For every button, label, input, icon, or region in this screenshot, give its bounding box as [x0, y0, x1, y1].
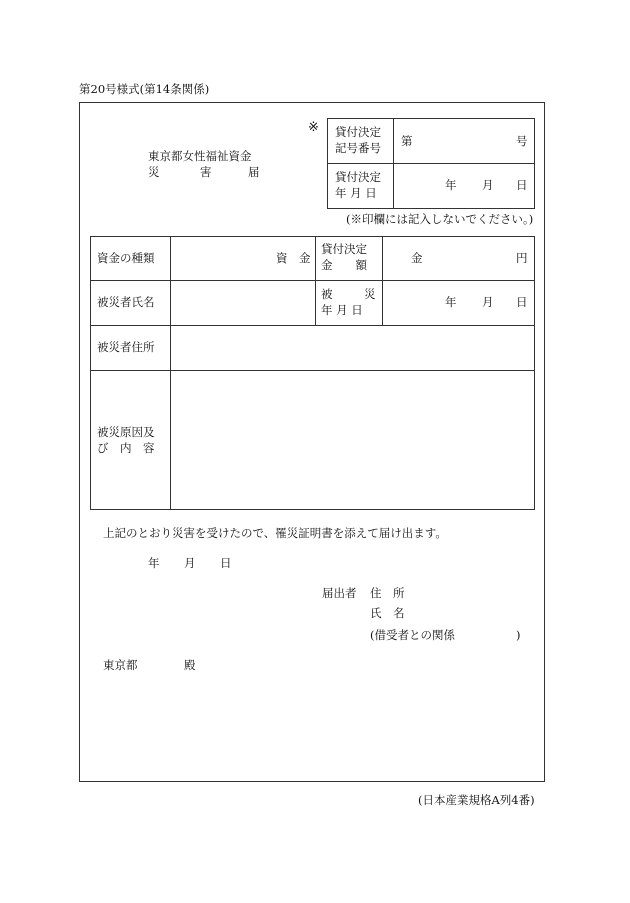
- loan-date-month: 月: [482, 178, 494, 192]
- office-box-col-divider: [393, 118, 394, 209]
- applicant-relation-label: (借受者との関係: [370, 628, 455, 642]
- victim-address-label: 被災者住所: [97, 340, 155, 354]
- disaster-month: 月: [482, 295, 494, 309]
- loan-date-day: 日: [516, 178, 528, 192]
- addressee-tokyo: 東京都: [103, 658, 138, 672]
- mid-col-divider-1: [315, 236, 316, 325]
- loan-date-label: 貸付決定: [335, 170, 381, 184]
- applicant-label: 届出者: [322, 586, 357, 600]
- row-divider-3: [90, 370, 535, 371]
- number-suffix: 号: [516, 134, 528, 148]
- loan-amount-label2: 金 額: [321, 258, 367, 272]
- fund-suffix: 資 金: [276, 251, 311, 265]
- title-line1: 東京都女性福祉資金: [148, 149, 252, 163]
- submit-day: 日: [220, 556, 232, 570]
- office-use-mark: ※: [308, 120, 319, 135]
- applicant-name-label: 氏 名: [370, 606, 405, 620]
- loan-amount-label1: 貸付決定: [321, 242, 367, 256]
- addressee-dono: 殿: [184, 658, 196, 672]
- form-number: 第20号様式(第14条関係): [79, 82, 210, 96]
- title-char-2: 害: [200, 165, 212, 179]
- row-divider-2: [90, 325, 535, 326]
- applicant-address-label: 住 所: [370, 586, 405, 600]
- amount-prefix: 金: [411, 251, 423, 265]
- cause-label2: び 内 容: [97, 441, 155, 455]
- loan-date-label2: 年 月 日: [335, 186, 377, 200]
- loan-number-label2: 記号番号: [335, 141, 381, 155]
- statement-text: 上記のとおり災害を受けたので、罹災証明書を添えて届け出ます。: [103, 526, 447, 540]
- office-use-note: (※印欄には記入しないでください。): [346, 212, 534, 226]
- loan-number-label: 貸付決定: [335, 125, 381, 139]
- applicant-relation-close: ): [516, 628, 521, 642]
- disaster-year: 年: [445, 295, 457, 309]
- paper-size-note: (日本産業規格A列4番): [418, 793, 535, 807]
- row-divider-1: [90, 280, 535, 281]
- submit-month: 月: [184, 556, 196, 570]
- label-col-divider: [170, 236, 171, 510]
- loan-date-year: 年: [445, 178, 457, 192]
- mid-col-divider-2: [382, 236, 383, 325]
- victim-name-label: 被災者氏名: [97, 295, 155, 309]
- submit-year: 年: [148, 556, 160, 570]
- disaster-day: 日: [516, 295, 528, 309]
- cause-label1: 被災原因及: [97, 425, 155, 439]
- disaster-date-label2: 年 月 日: [321, 303, 363, 317]
- number-prefix: 第: [401, 134, 413, 148]
- main-table: [90, 236, 535, 510]
- fund-type-label: 資金の種類: [97, 251, 155, 265]
- disaster-date-label-b: 災: [364, 287, 376, 301]
- amount-suffix: 円: [516, 251, 528, 265]
- office-box-divider: [327, 163, 535, 164]
- title-char-1: 災: [148, 165, 160, 179]
- title-char-3: 届: [248, 165, 260, 179]
- disaster-date-label-a: 被: [321, 287, 333, 301]
